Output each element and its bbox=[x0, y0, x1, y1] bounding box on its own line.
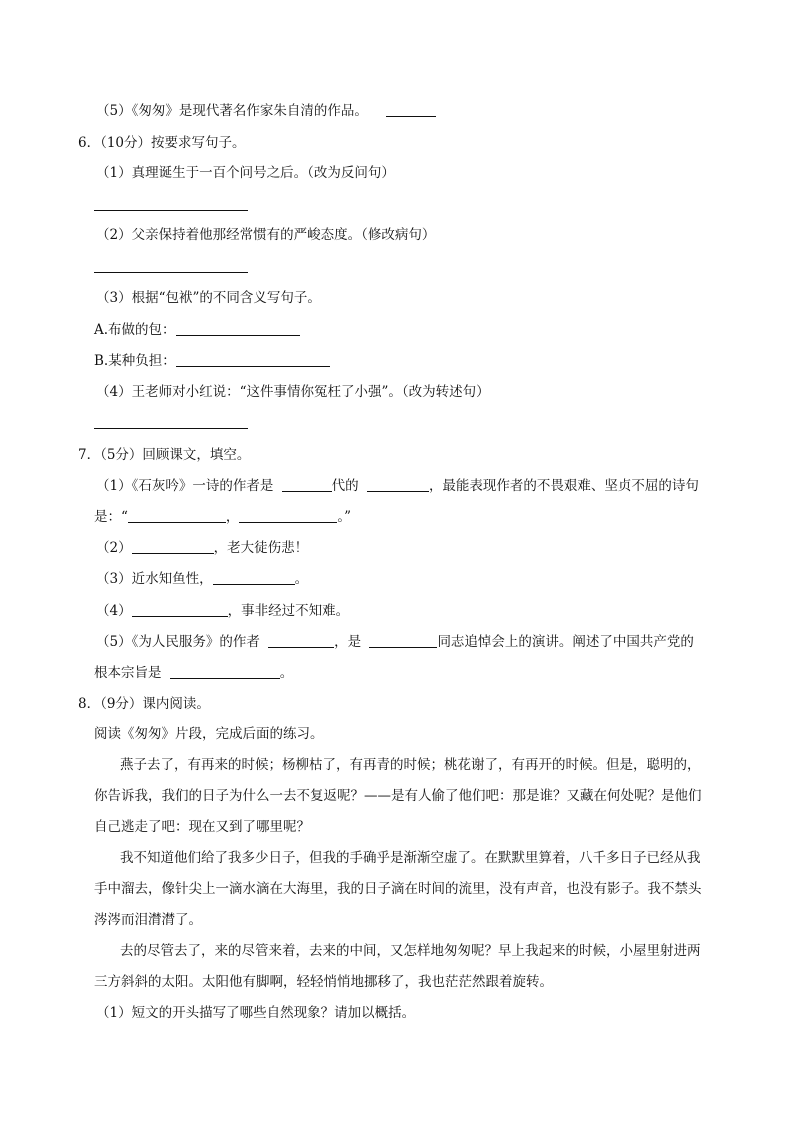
q6-s3b-blank[interactable] bbox=[176, 352, 330, 367]
q6-s4-answer-line[interactable] bbox=[94, 428, 248, 429]
passage-line: 去的尽管去了，来的尽管来着，去来的中间，又怎样地匆匆呢？早上我起来的时候，小屋里射进两 bbox=[120, 943, 701, 959]
q7-purpose-blank[interactable] bbox=[170, 664, 280, 679]
q6-s2-answer-line[interactable] bbox=[94, 272, 248, 273]
q7-line6: （5）《为人民服务》的作者 ，是 同志追悼会上的演讲。阐述了中国共产党的 bbox=[96, 634, 694, 650]
q6-s3b: B.某种负担： bbox=[94, 351, 330, 371]
q5-item5-answer-blank[interactable] bbox=[386, 102, 436, 117]
q7-line7: 根本宗旨是 。 bbox=[94, 665, 294, 681]
passage-line: 你告诉我，我们的日子为什么一去不复返呢？——是有人偷了他们吧：那是谁？又藏在何处呢？是他们 bbox=[94, 788, 702, 804]
passage-line: 三方斜斜的太阳。太阳他有脚啊，轻轻悄悄地挪移了，我也茫茫然跟着旋转。 bbox=[94, 974, 553, 990]
q7-line5: （4） ，事非经过不知难。 bbox=[96, 603, 350, 619]
q6-s1: （1）真理诞生于一百个问号之后。（改为反问句） bbox=[96, 165, 395, 181]
q7-blank-4[interactable] bbox=[132, 602, 228, 617]
q7-poem-blank-1[interactable] bbox=[128, 508, 226, 523]
passage-line: 燕子去了，有再来的时候；杨柳枯了，有再青的时候；桃花谢了，有再开的时候。但是，聪明的， bbox=[120, 757, 701, 773]
q7-line4: （3）近水知鱼性， 。 bbox=[96, 571, 309, 587]
q8-intro: 阅读《匆匆》片段，完成后面的练习。 bbox=[94, 726, 324, 742]
q6-s3a-blank[interactable] bbox=[176, 321, 300, 336]
q7-comrade-blank[interactable] bbox=[369, 633, 437, 648]
q6-s3: （3）根据“包袱”的不同含义写句子。 bbox=[96, 290, 321, 306]
q6-s2: （2）父亲保持着他那经常惯有的严峻态度。（修改病句） bbox=[96, 227, 436, 243]
q7-header: 7．（5分）回顾课文，填空。 bbox=[78, 447, 251, 463]
q7-blank-2[interactable] bbox=[132, 539, 214, 554]
q5-item5: （5）《匆匆》是现代著名作家朱自清的作品。 bbox=[96, 101, 436, 121]
q7-author-blank[interactable] bbox=[282, 477, 332, 492]
q6-s3a: A.布做的包： bbox=[94, 320, 300, 340]
passage-line: 自己逃走了吧：现在又到了哪里呢？ bbox=[94, 819, 310, 835]
q7-blank-3[interactable] bbox=[213, 570, 295, 585]
q6-s4: （4）王老师对小红说：“这件事情你冤枉了小强”。（改为转述句） bbox=[96, 384, 490, 400]
passage-line: 涔涔而泪潸潸了。 bbox=[94, 912, 202, 928]
q6-s1-answer-line[interactable] bbox=[94, 210, 248, 211]
q8-header: 8．（9分）课内阅读。 bbox=[78, 696, 210, 712]
q7-line3: （2） ，老大徒伤悲！ bbox=[96, 540, 309, 556]
passage-line: 手中溜去，像针尖上一滴水滴在大海里，我的日子滴在时间的流里，没有声音，也没有影子。我不禁头 bbox=[94, 881, 702, 897]
q7-line2: 是：“ ， 。” bbox=[94, 509, 352, 525]
q7-poem-blank-2[interactable] bbox=[239, 508, 337, 523]
q7-line1: （1）《石灰吟》一诗的作者是 代的 ，最能表现作者的不畏艰难、坚贞不屈的诗句 bbox=[96, 478, 699, 494]
q8-sub1: （1）短文的开头描写了哪些自然现象？请加以概括。 bbox=[96, 1005, 416, 1021]
q7-dynasty-blank[interactable] bbox=[367, 477, 429, 492]
passage-line: 我不知道他们给了我多少日子，但我的手确乎是渐渐空虚了。在默默里算着，八千多日子已经从我 bbox=[120, 850, 701, 866]
q6-header: 6．（10分）按要求写句子。 bbox=[78, 135, 246, 151]
q7-author-blank-5[interactable] bbox=[268, 633, 334, 648]
